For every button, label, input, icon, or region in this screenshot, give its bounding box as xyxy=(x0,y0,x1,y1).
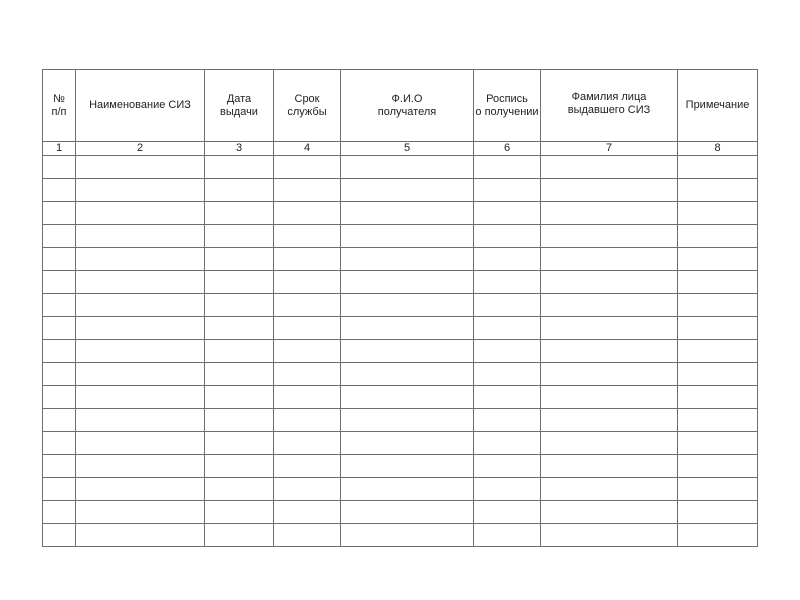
table-cell[interactable] xyxy=(541,248,678,271)
table-cell[interactable] xyxy=(205,340,274,363)
table-cell[interactable] xyxy=(678,455,758,478)
table-cell[interactable] xyxy=(541,524,678,547)
table-cell[interactable] xyxy=(205,478,274,501)
table-cell[interactable] xyxy=(43,340,76,363)
table-row xyxy=(43,202,758,225)
header-row xyxy=(43,70,758,142)
table-cell[interactable] xyxy=(474,409,541,432)
table-row xyxy=(43,363,758,386)
table-cell[interactable] xyxy=(678,225,758,248)
table-cell[interactable] xyxy=(43,455,76,478)
table-cell[interactable] xyxy=(341,386,474,409)
table-cell[interactable] xyxy=(43,271,76,294)
table-cell[interactable] xyxy=(341,455,474,478)
table-cell[interactable] xyxy=(474,455,541,478)
table-row xyxy=(43,225,758,248)
table-cell[interactable] xyxy=(76,340,205,363)
table-row xyxy=(43,409,758,432)
table-cell[interactable] xyxy=(341,317,474,340)
table-cell[interactable] xyxy=(678,363,758,386)
table-cell[interactable] xyxy=(474,340,541,363)
table-cell[interactable] xyxy=(274,524,341,547)
table-cell[interactable] xyxy=(76,202,205,225)
header-cell-note xyxy=(678,70,758,142)
table-row xyxy=(43,501,758,524)
table-cell[interactable] xyxy=(274,202,341,225)
header-label: Ф.И.О получателя xyxy=(377,92,437,118)
column-number: 7 xyxy=(541,142,678,156)
table-cell[interactable] xyxy=(541,432,678,455)
table-cell[interactable] xyxy=(541,363,678,386)
column-number: 3 xyxy=(205,142,274,156)
table-cell[interactable] xyxy=(678,478,758,501)
header-cell-ppe-name xyxy=(76,70,205,142)
table-cell[interactable] xyxy=(541,179,678,202)
table-cell[interactable] xyxy=(76,156,205,179)
column-number: 8 xyxy=(678,142,758,156)
table-cell[interactable] xyxy=(43,432,76,455)
table-cell[interactable] xyxy=(43,363,76,386)
table-cell[interactable] xyxy=(76,248,205,271)
table-cell[interactable] xyxy=(341,156,474,179)
header-label: Роспись о получении xyxy=(475,92,539,118)
table-cell[interactable] xyxy=(541,156,678,179)
table-cell[interactable] xyxy=(474,363,541,386)
header-label: Фамилия лица выдавшего СИЗ xyxy=(567,90,651,116)
table-cell[interactable] xyxy=(274,363,341,386)
header-cell-issuer-name xyxy=(541,70,678,142)
table-cell[interactable] xyxy=(341,294,474,317)
table-cell[interactable] xyxy=(76,294,205,317)
header-cell-recipient-name xyxy=(341,70,474,142)
table-cell[interactable] xyxy=(541,271,678,294)
table-cell[interactable] xyxy=(678,524,758,547)
ppe-issue-table xyxy=(42,69,758,547)
table-cell[interactable] xyxy=(341,524,474,547)
table-cell[interactable] xyxy=(274,340,341,363)
table-cell[interactable] xyxy=(678,386,758,409)
table-cell[interactable] xyxy=(541,340,678,363)
table-cell[interactable] xyxy=(274,501,341,524)
table-cell[interactable] xyxy=(341,248,474,271)
table-cell[interactable] xyxy=(76,432,205,455)
table-row xyxy=(43,455,758,478)
header-cell-row-number xyxy=(43,70,76,142)
table-cell[interactable] xyxy=(474,202,541,225)
blank-rows xyxy=(43,156,758,547)
table-cell[interactable] xyxy=(205,386,274,409)
table-cell[interactable] xyxy=(43,225,76,248)
table-cell[interactable] xyxy=(678,501,758,524)
table-cell[interactable] xyxy=(474,179,541,202)
table-row xyxy=(43,156,758,179)
table-row xyxy=(43,248,758,271)
table-row xyxy=(43,317,758,340)
table-cell[interactable] xyxy=(274,478,341,501)
table-cell[interactable] xyxy=(274,248,341,271)
table-cell[interactable] xyxy=(678,294,758,317)
table-cell[interactable] xyxy=(541,409,678,432)
header-label: Срок службы xyxy=(287,92,327,118)
table-cell[interactable] xyxy=(474,156,541,179)
table-cell[interactable] xyxy=(274,409,341,432)
header-cell-receipt-signature xyxy=(474,70,541,142)
table-cell[interactable] xyxy=(341,179,474,202)
table-cell[interactable] xyxy=(474,248,541,271)
table-cell[interactable] xyxy=(474,386,541,409)
table-row xyxy=(43,386,758,409)
table-cell[interactable] xyxy=(541,317,678,340)
table-cell[interactable] xyxy=(341,202,474,225)
table-cell[interactable] xyxy=(205,179,274,202)
table-cell[interactable] xyxy=(541,501,678,524)
table-cell[interactable] xyxy=(43,478,76,501)
header-cell-issue-date xyxy=(205,70,274,142)
column-number: 5 xyxy=(341,142,474,156)
table-cell[interactable] xyxy=(43,179,76,202)
table-cell[interactable] xyxy=(474,501,541,524)
table-row xyxy=(43,179,758,202)
table-cell[interactable] xyxy=(43,156,76,179)
table-cell[interactable] xyxy=(43,524,76,547)
table-cell[interactable] xyxy=(678,340,758,363)
table-cell[interactable] xyxy=(541,386,678,409)
table-cell[interactable] xyxy=(43,317,76,340)
table-cell[interactable] xyxy=(474,478,541,501)
table-cell[interactable] xyxy=(76,225,205,248)
table-cell[interactable] xyxy=(541,294,678,317)
table-cell[interactable] xyxy=(341,363,474,386)
column-number: 1 xyxy=(43,142,76,156)
table-cell[interactable] xyxy=(678,248,758,271)
table-cell[interactable] xyxy=(43,501,76,524)
table-cell[interactable] xyxy=(43,248,76,271)
header-label: № п/п xyxy=(51,92,67,118)
table-cell[interactable] xyxy=(76,363,205,386)
table-cell[interactable] xyxy=(43,409,76,432)
table-cell[interactable] xyxy=(205,202,274,225)
table-row xyxy=(43,271,758,294)
table-cell[interactable] xyxy=(678,409,758,432)
table-cell[interactable] xyxy=(205,524,274,547)
table-cell[interactable] xyxy=(274,156,341,179)
table-cell[interactable] xyxy=(76,524,205,547)
table-cell[interactable] xyxy=(43,202,76,225)
table-row xyxy=(43,294,758,317)
table-cell[interactable] xyxy=(341,501,474,524)
column-number: 2 xyxy=(76,142,205,156)
table-cell[interactable] xyxy=(76,317,205,340)
column-number: 6 xyxy=(474,142,541,156)
table-cell[interactable] xyxy=(274,179,341,202)
table-cell[interactable] xyxy=(678,317,758,340)
table-cell[interactable] xyxy=(341,478,474,501)
table-cell[interactable] xyxy=(274,432,341,455)
table-cell[interactable] xyxy=(341,340,474,363)
table-cell[interactable] xyxy=(205,225,274,248)
table-cell[interactable] xyxy=(541,478,678,501)
table-cell[interactable] xyxy=(678,271,758,294)
table-cell[interactable] xyxy=(205,432,274,455)
table-cell[interactable] xyxy=(541,202,678,225)
table-cell[interactable] xyxy=(678,156,758,179)
table-cell[interactable] xyxy=(76,386,205,409)
table-cell[interactable] xyxy=(205,501,274,524)
table-cell[interactable] xyxy=(205,248,274,271)
table-row xyxy=(43,432,758,455)
table-cell[interactable] xyxy=(76,455,205,478)
header-label: Наименование СИЗ xyxy=(89,99,191,111)
column-number-row xyxy=(43,142,758,156)
header-label: Примечание xyxy=(685,99,750,111)
table-cell[interactable] xyxy=(76,409,205,432)
table-cell[interactable] xyxy=(76,179,205,202)
table-row xyxy=(43,478,758,501)
table-cell[interactable] xyxy=(474,271,541,294)
table-cell[interactable] xyxy=(205,363,274,386)
table-cell[interactable] xyxy=(274,225,341,248)
table-cell[interactable] xyxy=(541,455,678,478)
table-cell[interactable] xyxy=(205,409,274,432)
table-cell[interactable] xyxy=(205,156,274,179)
table-cell[interactable] xyxy=(274,455,341,478)
table-cell[interactable] xyxy=(474,294,541,317)
table-cell[interactable] xyxy=(678,202,758,225)
table-cell[interactable] xyxy=(274,294,341,317)
header-label: Дата выдачи xyxy=(220,92,258,118)
table-cell[interactable] xyxy=(274,271,341,294)
table-cell[interactable] xyxy=(678,179,758,202)
table-cell[interactable] xyxy=(474,225,541,248)
column-number: 4 xyxy=(274,142,341,156)
table-cell[interactable] xyxy=(205,294,274,317)
table-cell[interactable] xyxy=(43,386,76,409)
table-cell[interactable] xyxy=(76,501,205,524)
table-row xyxy=(43,524,758,547)
table-row xyxy=(43,340,758,363)
table-cell[interactable] xyxy=(341,409,474,432)
table-cell[interactable] xyxy=(76,478,205,501)
table-cell[interactable] xyxy=(341,225,474,248)
table-cell[interactable] xyxy=(43,294,76,317)
table-cell[interactable] xyxy=(474,524,541,547)
table-cell[interactable] xyxy=(341,271,474,294)
table-cell[interactable] xyxy=(205,317,274,340)
table-cell[interactable] xyxy=(274,386,341,409)
table-cell[interactable] xyxy=(541,225,678,248)
table-cell[interactable] xyxy=(205,455,274,478)
table-cell[interactable] xyxy=(678,432,758,455)
table-cell[interactable] xyxy=(76,271,205,294)
table-cell[interactable] xyxy=(274,317,341,340)
table-cell[interactable] xyxy=(341,432,474,455)
table-cell[interactable] xyxy=(474,432,541,455)
table-cell[interactable] xyxy=(205,271,274,294)
table-cell[interactable] xyxy=(474,317,541,340)
header-cell-service-life xyxy=(274,70,341,142)
